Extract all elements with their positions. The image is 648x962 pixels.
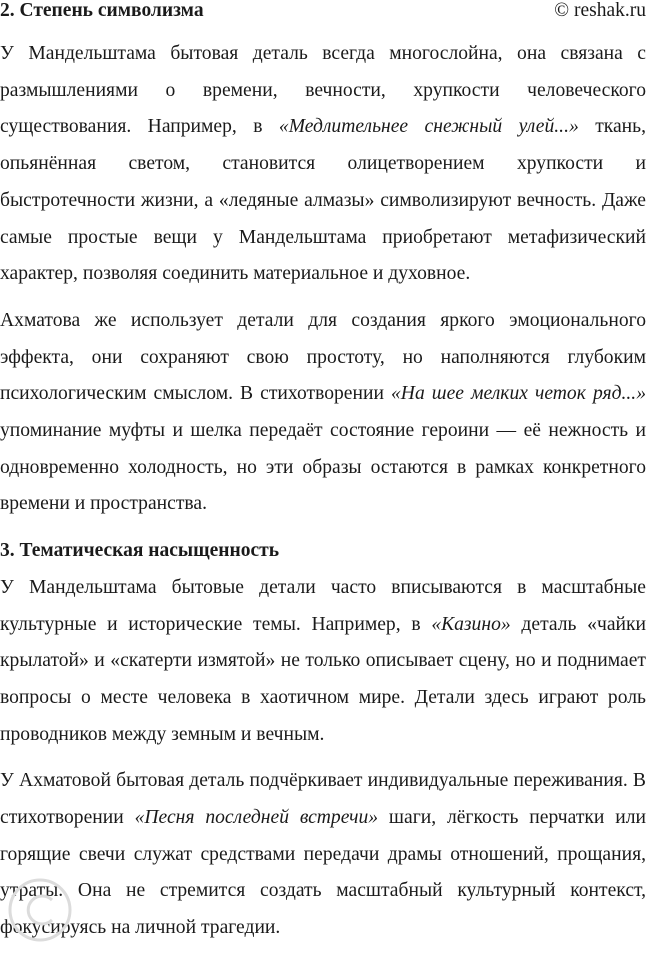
poem-title: «Песня последней встречи»	[134, 807, 379, 829]
text: У Мандельштама бытовая деталь всегда многослойна, она связана с размышлениями о времени, вечности, хрупкости человеческого существования. Например, в	[0, 43, 646, 138]
poem-title: «Казино»	[431, 613, 511, 635]
text: У Ахматовой бытовая деталь подчёркивает индивидуальные переживания. В стихотворении	[0, 770, 646, 829]
text: шаги, лёгкость перчатки или горящие свечи служат средствами передачи драмы отношений, прощания, утраты. Она не стремится создать масштабный культурный контекст, фокусируясь на личной трагедии.	[0, 807, 646, 939]
text: У Мандельштама бытовые детали часто вписываются в масштабные культурные и исторические темы. Например, в	[0, 576, 646, 635]
text: Ахматова же использует детали для создания яркого эмоционального эффекта, они сохраняют свою простоту, но наполняются глубоким психологическим смыслом. В стихотворении	[0, 309, 646, 405]
section-2-heading: 2. Степень символизма	[0, 0, 204, 21]
page-header	[0, 0, 646, 22]
poem-title: «На шее мелких четок ряд...»	[391, 383, 647, 405]
text: ткань, опьянённая светом, становится олицетворением хрупкости и быстротечности жизни, а «ледяные алмазы» символизируют вечность. Даже самые простые вещи у Мандельштама приобретают метафизический характер, позволяя соединить материальное и духовное.	[0, 116, 646, 285]
section-3-heading: 3. Тематическая насыщенность	[0, 540, 280, 562]
poem-title: «Медлительнее снежный улей...»	[278, 116, 579, 138]
copyright-label: © reshak.ru	[554, 0, 646, 21]
paragraph-akhmatova-themes	[0, 763, 646, 947]
paragraph-mandelstam-themes	[0, 570, 646, 754]
text: упоминание муфты и шелка передаёт состояние героини — её нежность и одновременно холодность, но эти образы остаются в рамках конкретного времени и пространства.	[0, 420, 646, 515]
paragraph-akhmatova-symbolism	[0, 303, 646, 523]
paragraph-mandelstam-symbolism	[0, 36, 646, 293]
text: деталь «чайки крылатой» и «скатерти измятой» не только описывает сцену, но и поднимает вопросы о месте человека в хаотичном мире. Детали здесь играют роль проводников между земным и вечным.	[0, 613, 647, 745]
